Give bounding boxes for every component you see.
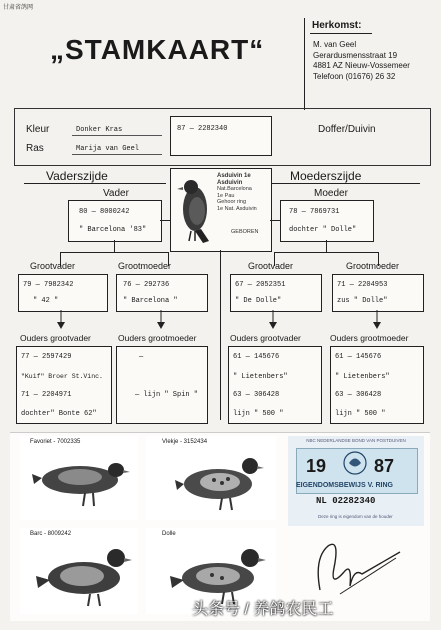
moeder-label: Moeder [314, 188, 348, 199]
grootvader-v-name: " 42 " [33, 297, 59, 305]
og-row: 61 — 145676 [335, 353, 382, 361]
center-caption-bottom: GEBOREN [231, 229, 259, 235]
center-caption [217, 173, 271, 212]
vader-label: Vader [103, 188, 129, 199]
herkomst-heading: Herkomst: [312, 20, 362, 31]
moeder-name: dochter " Dolle" [289, 226, 357, 234]
center-caption-line: 1e Pau [217, 192, 235, 199]
og-row: lijn " 500 " [335, 410, 386, 418]
og-row: "Kuif" Broer St.Vinc. [21, 373, 103, 380]
photo-card [20, 528, 138, 614]
moeder-ring: 78 — 7869731 [289, 208, 340, 216]
photo-caption: Vlekje - 3152434 [162, 439, 208, 445]
grootmoeder-v-name: " Barcelona " [123, 297, 178, 305]
og-moeder-v-label: Ouders grootmoeder [118, 333, 197, 343]
photo-card [20, 436, 138, 520]
og-moeder-m-label: Ouders grootmoeder [330, 333, 409, 343]
grootmoeder-m-box [332, 274, 424, 312]
og-row: 77 — 2597429 [21, 353, 72, 361]
certificate-header: NBC NEDERLANDSE BOND VAN POSTDUIVEN [306, 438, 406, 443]
herkomst-line: 4881 AZ Nieuw-Vossemeer [313, 61, 410, 70]
ring-box [170, 116, 272, 156]
og-moeder-v-box [116, 346, 208, 424]
certificate-note: Deze ring is eigendom van de houder [318, 514, 393, 519]
photo-caption: Favoriet - 7002335 [30, 439, 81, 445]
ras-label: Ras [26, 143, 44, 154]
og-row: lijn " 500 " [233, 410, 284, 418]
grootvader-v-box [18, 274, 108, 312]
pigeon-photo-icon [30, 450, 134, 516]
gender-label: Doffer/Duivin [318, 124, 376, 135]
vader-name: " Barcelona '83" [79, 226, 147, 234]
pigeon-photo-icon [28, 542, 136, 612]
og-row: 63 — 306428 [335, 391, 382, 399]
center-caption-line: 1e Nat. Asduivin [217, 205, 257, 212]
og-row: " Lietenbers" [335, 373, 390, 381]
vader-ring: 80 — 8000242 [79, 208, 130, 216]
og-vader-m-label: Ouders grootvader [230, 333, 301, 343]
certificate-number: NL 02282340 [316, 496, 376, 506]
ring-number: 87 — 2282340 [177, 125, 228, 133]
herkomst-line: Gerardusmensstraat 19 [313, 50, 398, 60]
grootmoeder-m-label: Grootmoeder [346, 261, 400, 271]
og-moeder-m-box [330, 346, 424, 424]
ras-value: Marija van Geel [76, 145, 140, 153]
kleur-value: Donker Kras [76, 126, 123, 134]
center-photo-frame [170, 168, 272, 252]
certificate-year-right: 87 [374, 456, 395, 476]
arrow-down-icon [268, 310, 278, 330]
og-row: 63 — 306428 [233, 391, 280, 399]
grootmoeder-v-ring: 76 — 292736 [123, 281, 170, 289]
og-row: 61 — 145676 [233, 353, 280, 361]
certificate-title: EIGENDOMSBEWIJS V. RING [296, 482, 393, 489]
pigeon-photo-icon [174, 450, 270, 518]
kleur-label: Kleur [26, 124, 50, 135]
grootvader-m-label: Grootvader [248, 261, 294, 271]
herkomst-line: Telefoon (01676) 26 32 [313, 71, 396, 81]
og-vader-v-box [16, 346, 112, 424]
grootvader-v-ring: 79 — 7982342 [23, 281, 74, 289]
photo-card [146, 436, 276, 520]
pigeon-photo-icon [173, 175, 215, 245]
center-caption-line: Asduivin 1e Asduivin [217, 173, 251, 186]
og-row: dochter" Bonte 62" [21, 410, 97, 418]
grootmoeder-v-box [116, 274, 208, 312]
herkomst-address [313, 40, 410, 82]
grootvader-m-box [230, 274, 322, 312]
center-caption-line: Nat.Barcelona [217, 186, 252, 192]
og-row: 71 — 2204971 [21, 391, 72, 399]
og-vader-m-box [228, 346, 322, 424]
top-watermark: 甘肃省鸽网 [3, 5, 34, 11]
crest-icon [342, 450, 368, 476]
grootmoeder-m-name: zus " Dolle" [337, 297, 388, 305]
certificate-year-left: 19 [306, 456, 327, 476]
page-title: „STAMKAART“ [50, 34, 265, 65]
moederszijde-heading: Moederszijde [290, 169, 362, 183]
center-caption-line: Gehoor ring [217, 199, 247, 205]
grootmoeder-v-label: Grootmoeder [118, 261, 172, 271]
grootvader-m-name: " De Dolle" [235, 297, 282, 305]
og-row: — [139, 353, 144, 361]
og-row: " Lietenbers" [233, 373, 288, 381]
grootvader-v-label: Grootvader [30, 261, 76, 271]
og-vader-v-label: Ouders grootvader [20, 333, 91, 343]
grootvader-m-ring: 67 — 2052351 [235, 281, 286, 289]
arrow-down-icon [156, 310, 166, 330]
ring-certificate [288, 436, 424, 526]
arrow-down-icon [372, 310, 382, 330]
photo-caption: Dolle [162, 531, 176, 537]
og-row: — lijn " Spin " [135, 391, 199, 399]
herkomst-line: M. van Geel [313, 40, 357, 49]
grootmoeder-m-ring: 71 — 2204953 [337, 281, 388, 289]
vaderszijde-heading: Vaderszijde [46, 169, 108, 183]
moeder-box [280, 200, 374, 242]
arrow-down-icon [56, 310, 66, 330]
vader-box [68, 200, 162, 242]
photo-caption: Barc - 8009242 [30, 531, 72, 537]
bottom-watermark: 头条号 / 养鸽农民工 [192, 601, 334, 618]
